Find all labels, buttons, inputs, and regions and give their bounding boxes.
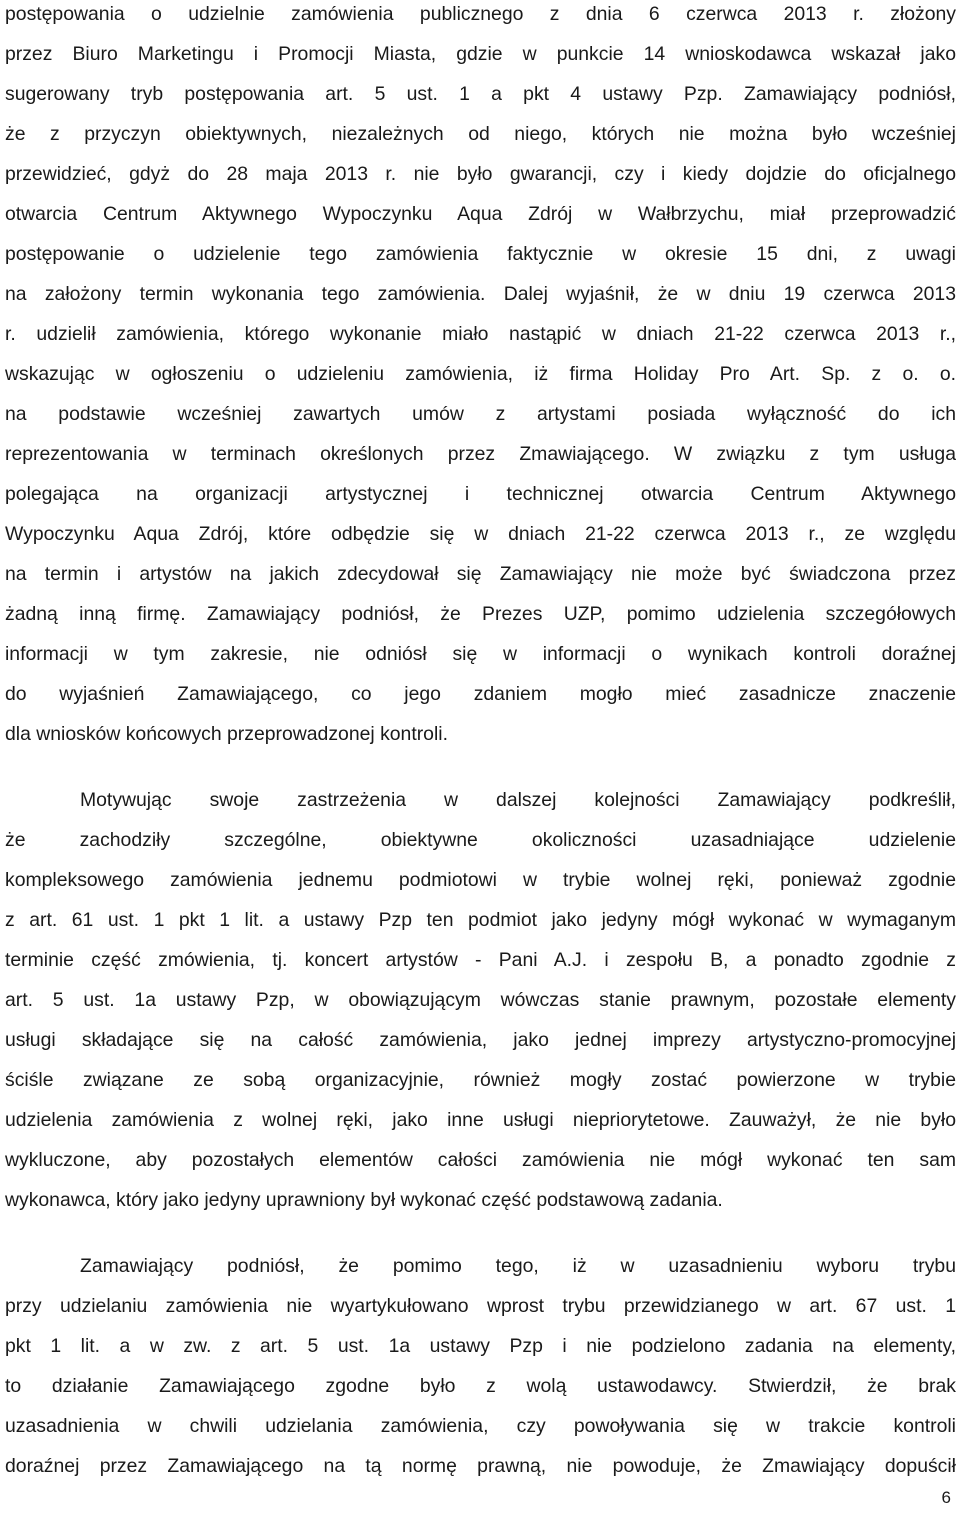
text-line: to działanie Zamawiającego zgodne było z wolą ustawodawcy. Stwierdził, że brak (5, 1375, 956, 1397)
text-line: postępowania o udzielnie zamówienia publicznego z dnia 6 czerwca 2013 r. złożony (5, 3, 956, 25)
text-line: Wypoczynku Aqua Zdrój, które odbędzie się w dniach 21-22 czerwca 2013 r., ze względu (5, 523, 956, 545)
page-number: 6 (941, 1488, 951, 1507)
text-line: kompleksowego zamówienia jednemu podmiotowi w trybie wolnej ręki, ponieważ zgodnie (5, 869, 956, 891)
text-line: ściśle związane ze sobą organizacyjnie, również mogły zostać powierzone w trybie (5, 1069, 956, 1091)
text-line: wykluczone, aby pozostałych elementów całości zamówienia nie mógł wykonać ten sam (5, 1149, 956, 1171)
text-line: Motywując swoje zastrzeżenia w dalszej kolejności Zamawiający podkreślił, (80, 789, 956, 811)
text-line: przy udzielaniu zamówienia nie wyartykułowano wprost trybu przewidzianego w art. 67 ust. 1 (5, 1295, 956, 1317)
text-line: postępowanie o udzielenie tego zamówienia faktycznie w okresie 15 dni, z uwagi (5, 243, 956, 265)
text-line: że z przyczyn obiektywnych, niezależnych od niego, których nie można było wcześniej (5, 123, 956, 145)
text-line: polegająca na organizacji artystycznej i technicznej otwarcia Centrum Aktywnego (5, 483, 956, 505)
paragraph-spacer (5, 760, 956, 786)
text-line: doraźnej przez Zamawiającego na tą normę prawną, nie powoduje, że Zmawiający dopuścił (5, 1455, 956, 1477)
document-page (5, 0, 956, 1492)
paragraph-1 (5, 0, 956, 760)
text-line: do wyjaśnień Zamawiającego, co jego zdaniem mogło mieć zasadnicze znaczenie (5, 683, 956, 705)
text-line: reprezentowania w terminach określonych przez Zmawiającego. W związku z tym usługa (5, 443, 956, 465)
text-line: na termin i artystów na jakich zdecydował się Zamawiający nie może być świadczona przez (5, 563, 956, 585)
paragraph-2 (5, 786, 956, 1226)
text-line: że zachodziły szczególne, obiektywne okoliczności uzasadniające udzielenie (5, 829, 956, 851)
paragraph-spacer (5, 1226, 956, 1252)
text-line: na założony termin wykonania tego zamówienia. Dalej wyjaśnił, że w dniu 19 czerwca 2013 (5, 283, 956, 305)
text-line: udzielenia zamówienia z wolnej ręki, jako inne usługi niepriorytetowe. Zauważył, że nie było (5, 1109, 956, 1131)
text-line: wykonawca, który jako jedyny uprawniony był wykonać część podstawową zadania. (5, 1189, 723, 1211)
text-line: dla wniosków końcowych przeprowadzonej kontroli. (5, 723, 448, 745)
text-line: wskazując w ogłoszeniu o udzieleniu zamówienia, iż firma Holiday Pro Art. Sp. z o. o. (5, 363, 956, 385)
text-line: otwarcia Centrum Aktywnego Wypoczynku Aqua Zdrój w Wałbrzychu, miał przeprowadzić (5, 203, 956, 225)
text-line: art. 5 ust. 1a ustawy Pzp, w obowiązującym wówczas stanie prawnym, pozostałe elementy (5, 989, 956, 1011)
text-line: przez Biuro Marketingu i Promocji Miasta, gdzie w punkcie 14 wnioskodawca wskazał jako (5, 43, 956, 65)
text-line: usługi składające się na całość zamówienia, jako jednej imprezy artystyczno-promocyjnej (5, 1029, 956, 1051)
text-line: sugerowany tryb postępowania art. 5 ust. 1 a pkt 4 ustawy Pzp. Zamawiający podniósł, (5, 83, 956, 105)
text-line: przewidzieć, gdyż do 28 maja 2013 r. nie było gwarancji, czy i kiedy dojdzie do oficjalnego (5, 163, 956, 185)
text-line: na podstawie wcześniej zawartych umów z artystami posiada wyłączność do ich (5, 403, 956, 425)
text-line: uzasadnienia w chwili udzielania zamówienia, czy powoływania się w trakcie kontroli (5, 1415, 956, 1437)
text-line: r. udzielił zamówienia, którego wykonanie miało nastąpić w dniach 21-22 czerwca 2013 r., (5, 323, 956, 345)
text-line: żadną inną firmę. Zamawiający podniósł, że Prezes UZP, pomimo udzielenia szczegółowych (5, 603, 956, 625)
paragraph-3 (5, 1252, 956, 1492)
text-line: terminie część zmówienia, tj. koncert artystów - Pani A.J. i zespołu B, a ponadto zgodnie z (5, 949, 956, 971)
text-line: Zamawiający podniósł, że pomimo tego, iż w uzasadnieniu wyboru trybu (80, 1255, 956, 1277)
text-line: pkt 1 lit. a w zw. z art. 5 ust. 1a ustawy Pzp i nie podzielono zadania na elementy, (5, 1335, 956, 1357)
text-line: informacji w tym zakresie, nie odniósł się w informacji o wynikach kontroli doraźnej (5, 643, 956, 665)
text-line: z art. 61 ust. 1 pkt 1 lit. a ustawy Pzp ten podmiot jako jedyny mógł wykonać w wymaganym (5, 909, 956, 931)
